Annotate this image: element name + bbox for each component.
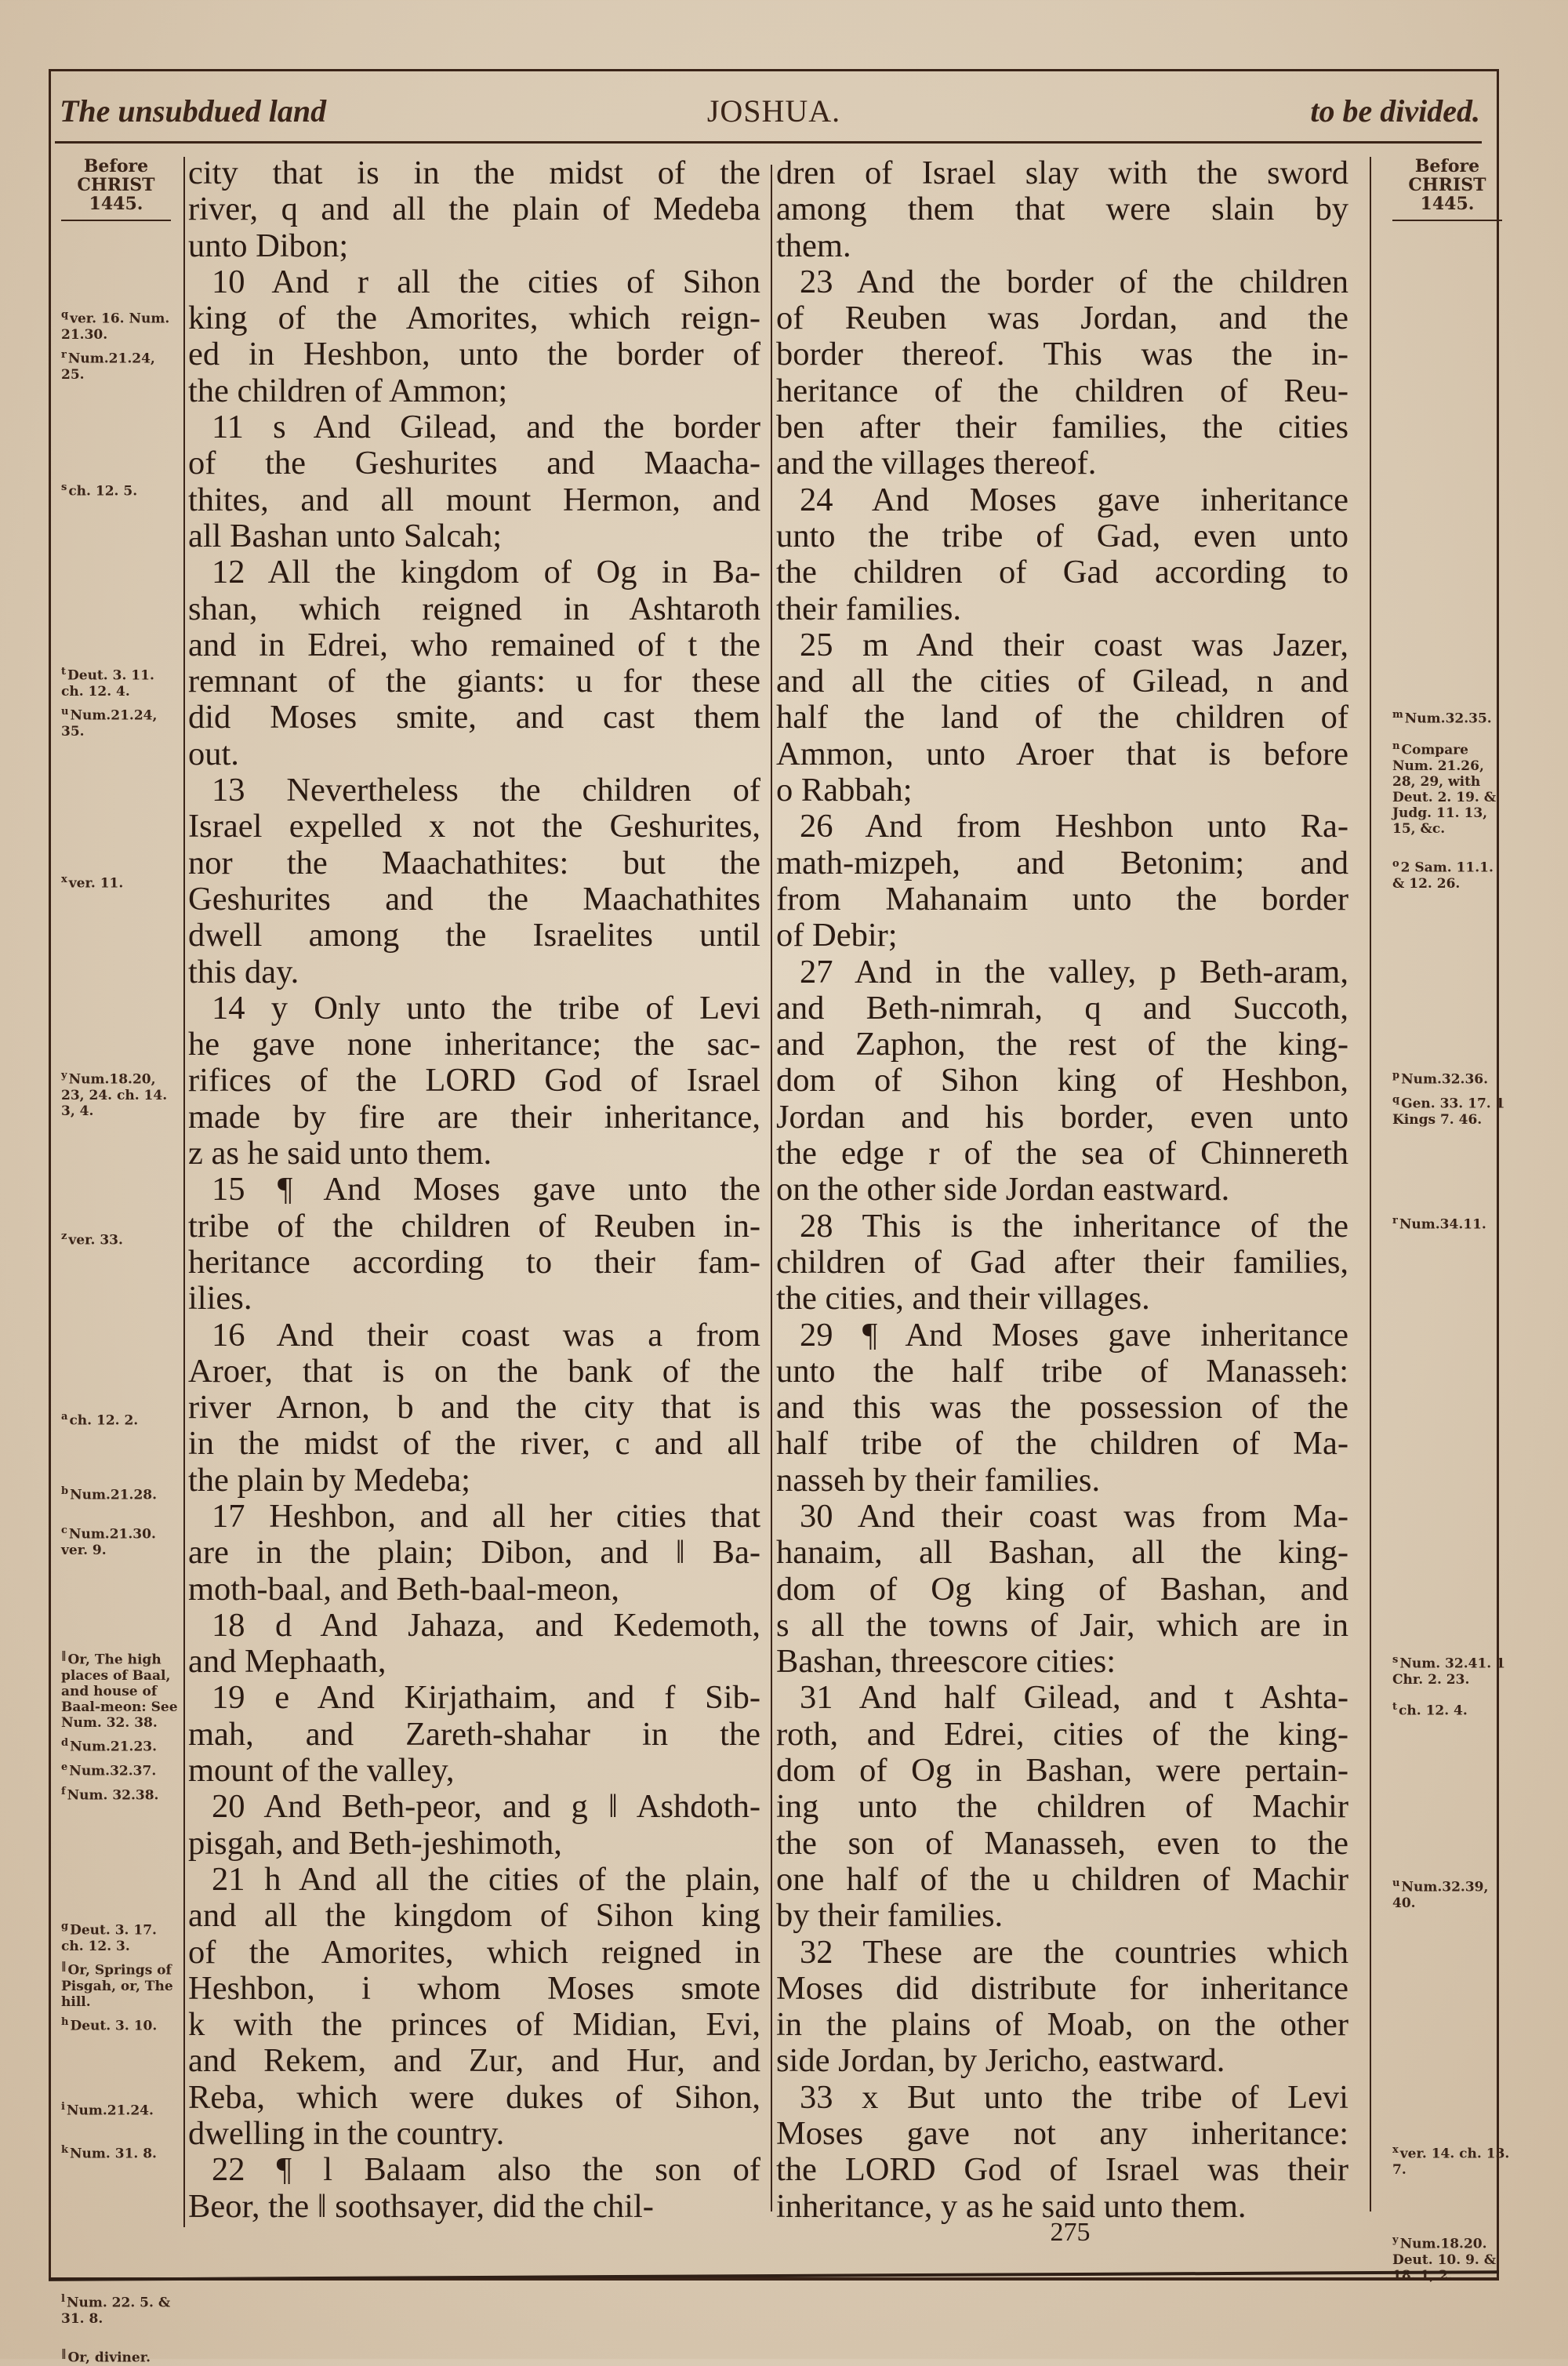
reference-text: 2 Sam. 11.1. & 12. 26. (1392, 860, 1494, 892)
verse-line: ing unto the children of Machir (776, 1789, 1348, 1826)
reference-mark: u (1392, 1877, 1400, 1889)
verse-line: 25 m And their coast was Jazer, (800, 627, 1348, 663)
reference-text: Num.32.35. (1404, 711, 1492, 727)
reference-text: Num.21.24, 35. (61, 707, 158, 740)
verse-line: ilies. (188, 1281, 252, 1317)
date-label-line: 1445. (89, 194, 143, 214)
date-label-line: 1445. (1420, 194, 1475, 214)
reference-mark: n (1392, 740, 1400, 752)
verse-line: and Beth-nimrah, q and Succoth, (776, 990, 1348, 1027)
verse-line: Ammon, unto Aroer that is before (776, 736, 1348, 772)
verse-line: of Reuben was Jordan, and the (776, 300, 1348, 337)
right-margin-references (1388, 156, 1513, 2284)
verse-line: are in the plain; Dibon, and ‖ Ba- (188, 1535, 760, 1572)
margin-reference (61, 1523, 179, 1558)
verse-line: Beor, the ‖ soothsayer, did the chil- (188, 2188, 654, 2225)
reference-mark: e (61, 1761, 68, 1773)
verse-line: the LORD God of Israel was their (776, 2152, 1348, 2189)
verse-line: the son of Manasseh, even to the (776, 1825, 1348, 1862)
margin-reference (61, 1229, 179, 1248)
verse-line: hanaim, all Bashan, all the king- (776, 1535, 1348, 1572)
reference-text: Deut. 3. 10. (70, 2018, 158, 2034)
reference-mark: a (61, 1411, 68, 1423)
verse-line: 15 ¶ And Moses gave unto the (212, 1172, 760, 1208)
verse-line: Reba, which were dukes of Sihon, (188, 2079, 760, 2116)
verse-line: and the villages thereof. (776, 445, 1097, 482)
verse-line: 32 These are the countries which (800, 1934, 1348, 1971)
margin-reference (61, 1735, 179, 1755)
verse-line: border thereof. This was the in- (776, 336, 1348, 373)
verse-line: dren of Israel slay with the sword (776, 155, 1348, 191)
verse-line: he gave none inheritance; the sac- (188, 1027, 760, 1063)
verse-line: 23 And the border of the children (800, 263, 1348, 300)
verse-line: and this was the possession of the (776, 1390, 1348, 1427)
margin-reference (61, 307, 179, 343)
reference-text: Num.21.30. ver. 9. (61, 1526, 156, 1558)
verse-line: Israel expelled x not the Geshurites, (188, 809, 760, 845)
reference-mark: f (61, 1786, 66, 1797)
verse-line: dom of Sihon king of Heshbon, (776, 1063, 1348, 1099)
reference-text: Num. 32.38. (67, 1787, 159, 1804)
verse-line: of the Geshurites and Maacha- (188, 445, 760, 482)
verse-line: mah, and Zareth-shahar in the (188, 1716, 760, 1753)
verse-line: river Arnon, b and the city that is (188, 1390, 760, 1427)
reference-text: Num.21.23. (70, 1739, 158, 1755)
verse-line: and Zaphon, the rest of the king- (776, 1027, 1348, 1063)
reference-mark: i (61, 2101, 65, 2113)
text-column-left (188, 155, 760, 2225)
verse-line: the edge r of the sea of Chinnereth (776, 1136, 1348, 1172)
reference-text: Num.21.28. (70, 1487, 158, 1503)
reference-text: Deut. 3. 17. ch. 12. 3. (61, 1922, 157, 1954)
verse-line: by their families. (776, 1898, 1004, 1935)
verse-line: dwelling in the country. (188, 2116, 505, 2153)
margin-reference (61, 872, 179, 892)
reference-text: Num.21.24, 25. (61, 351, 155, 383)
verse-line: their families. (776, 591, 962, 627)
reference-mark: m (1392, 709, 1403, 721)
reference-mark: b (61, 1485, 69, 1497)
date-label-line: CHRIST (1408, 175, 1486, 195)
verse-line: 12 All the kingdom of Og in Ba- (212, 554, 760, 591)
running-head (49, 78, 1499, 141)
verse-line: and in Edrei, who remained of t the (188, 627, 760, 663)
verse-line: 27 And in the valley, p Beth-aram, (800, 954, 1348, 990)
margin-reference (61, 2099, 179, 2119)
reference-mark: r (61, 349, 67, 361)
reference-text: Num.21.24. (66, 2103, 154, 2119)
verse-line: the children of Gad according to (776, 554, 1348, 591)
margin-reference (61, 2291, 179, 2327)
verse-line: and Mephaath, (188, 1644, 387, 1681)
column-rule-right (1370, 157, 1371, 2212)
reference-mark: ‖ (61, 1650, 67, 1662)
margin-reference (61, 664, 179, 700)
page-number: 275 (1050, 2218, 1091, 2247)
verse-line: 14 y Only unto the tribe of Levi (212, 990, 760, 1027)
verse-line: and all the cities of Gilead, n and (776, 663, 1348, 700)
verse-line: thites, and all mount Hermon, and (188, 482, 760, 518)
verse-line: of Debir; (776, 918, 898, 954)
reference-text: ch. 12. 5. (68, 483, 138, 500)
text-column-right (776, 155, 1348, 2225)
verse-line: mount of the valley, (188, 1753, 455, 1790)
column-rule-center (771, 165, 772, 2212)
reference-text: ver. 14. ch. 13. 7. (1392, 2146, 1510, 2178)
verse-line: Moses did distribute for inheritance (776, 1970, 1348, 2007)
reference-text: Or, Springs of Pisgah, or, The hill. (61, 1962, 173, 2010)
verse-line: 20 And Beth-peor, and g ‖ Ashdoth- (212, 1789, 760, 1826)
reference-text: Num. 31. 8. (70, 2146, 157, 2162)
reference-mark: ‖ (61, 1961, 67, 1972)
reference-mark: r (1392, 1215, 1398, 1227)
verse-line: 33 x But unto the tribe of Levi (800, 2079, 1348, 2116)
margin-reference (61, 2346, 179, 2366)
verse-line: them. (776, 227, 851, 264)
margin-reference (61, 480, 179, 500)
verse-line: dom of Og in Bashan, were pertain- (776, 1753, 1348, 1790)
date-label-right (1392, 157, 1502, 221)
verse-line: on the other side Jordan eastward. (776, 1172, 1230, 1208)
reference-mark: x (1392, 2144, 1399, 2156)
margin-reference (61, 1919, 179, 1954)
reference-mark: t (61, 666, 67, 678)
verse-line: Bashan, threescore cities: (776, 1644, 1116, 1681)
verse-line: 18 d And Jahaza, and Kedemoth, (212, 1607, 760, 1644)
verse-line: inheritance, y as he said unto them. (776, 2188, 1247, 2225)
margin-reference (1392, 707, 1510, 727)
verse-line: of the Amorites, which reigned in (188, 1934, 760, 1971)
verse-line: this day. (188, 954, 299, 990)
reference-text: Gen. 33. 17. 1 Kings 7. 46. (1392, 1096, 1505, 1128)
date-label-line: Before (1414, 156, 1480, 176)
reference-mark: y (61, 1070, 67, 1081)
reference-text: Num.34.11. (1399, 1216, 1486, 1233)
margin-reference (61, 347, 179, 383)
verse-line: side Jordan, by Jericho, eastward. (776, 2043, 1225, 2080)
verse-line: from Mahanaim unto the border (776, 881, 1348, 918)
reference-mark: x (61, 874, 67, 885)
verse-line: half tribe of the children of Ma- (776, 1426, 1348, 1463)
book-title: JOSHUA. (706, 93, 841, 129)
verse-line: s all the towns of Jair, which are in (776, 1607, 1348, 1644)
reference-text: Num.32.36. (1401, 1071, 1489, 1088)
verse-line: tribe of the children of Reuben in- (188, 1208, 760, 1245)
reference-mark: ‖ (61, 2348, 67, 2360)
verse-line: nor the Maachathites: but the (188, 845, 760, 881)
column-rule-left (183, 157, 185, 2227)
verse-line: Heshbon, i whom Moses smote (188, 1970, 760, 2007)
verse-line: 29 ¶ And Moses gave inheritance (800, 1317, 1348, 1354)
margin-reference (61, 1760, 179, 1779)
reference-text: Num. 32.41. 1 Chr. 2. 23. (1392, 1655, 1505, 1688)
verse-line: 26 And from Heshbon unto Ra- (800, 809, 1348, 845)
reference-mark: o (1392, 858, 1399, 870)
reference-text: ch. 12. 4. (1399, 1703, 1468, 1719)
verse-line: among them that were slain by (776, 191, 1348, 228)
reference-mark: l (61, 2293, 65, 2305)
margin-reference (61, 1959, 179, 2010)
verse-line: and Rekem, and Zur, and Hur, and (188, 2043, 760, 2080)
margin-reference (61, 1784, 179, 1804)
verse-line: Moses gave not any inheritance: (776, 2116, 1348, 2153)
reference-text: ver. 16. Num. 21.30. (61, 311, 170, 343)
reference-mark: t (1392, 1701, 1398, 1713)
date-label-line: CHRIST (77, 175, 155, 195)
margin-reference (1392, 1876, 1510, 1911)
left-margin-references (56, 156, 182, 2366)
header-rule (55, 141, 1482, 144)
verse-line: ben after their families, the cities (776, 409, 1348, 446)
reference-mark: u (61, 706, 69, 718)
verse-line: rifices of the LORD God of Israel (188, 1063, 760, 1099)
verse-line: in the plains of Moab, on the other (776, 2007, 1348, 2044)
verse-line: 21 h And all the cities of the plain, (212, 1861, 760, 1898)
reference-text: Num.18.20. Deut. 10. 9. & 18. 1, 2. (1392, 2236, 1497, 2284)
running-head-left: The unsubdued land (60, 93, 327, 129)
margin-reference (1392, 1068, 1510, 1088)
verse-line: Geshurites and the Maachathites (188, 881, 760, 918)
margin-reference (61, 1484, 179, 1503)
verse-line: moth-baal, and Beth-baal-meon, (188, 1571, 619, 1608)
running-head-right: to be divided. (1310, 93, 1480, 129)
verse-line: Aroer, that is on the bank of the (188, 1353, 760, 1390)
reference-text: Num. 22. 5. & 31. 8. (61, 2295, 171, 2327)
verse-line: 10 And r all the cities of Sihon (212, 263, 760, 300)
verse-line: out. (188, 736, 239, 772)
verse-line: one half of the u children of Machir (776, 1861, 1348, 1898)
margin-reference (61, 704, 179, 740)
reference-text: Num.18.20, 23, 24. ch. 14. 3, 4. (61, 1071, 168, 1119)
margin-reference (1392, 1652, 1510, 1688)
date-label-left (61, 157, 171, 221)
reference-text: Num.32.37. (69, 1763, 157, 1779)
verse-line: Jordan and his border, even unto (776, 1099, 1348, 1136)
verse-line: all Bashan unto Salcah; (188, 518, 503, 554)
reference-mark: q (1392, 1094, 1400, 1106)
verse-line: dwell among the Israelites until (188, 918, 760, 954)
verse-line: 11 s And Gilead, and the border (212, 409, 760, 446)
margin-reference (61, 1648, 179, 1731)
verse-line: in the midst of the river, c and all (188, 1426, 760, 1463)
verse-line: river, q and all the plain of Medeba (188, 191, 760, 228)
margin-reference (1392, 739, 1510, 837)
verse-line: remnant of the giants: u for these (188, 663, 760, 700)
verse-line: roth, and Edrei, cities of the king- (776, 1716, 1348, 1753)
reference-mark: d (61, 1737, 69, 1749)
reference-mark: q (61, 309, 69, 321)
verse-line: 16 And their coast was a from (212, 1317, 760, 1354)
verse-line: 17 Heshbon, and all her cities that (212, 1498, 760, 1535)
verse-line: unto the half tribe of Manasseh: (776, 1353, 1348, 1390)
verse-line: pisgah, and Beth-jeshimoth, (188, 1825, 562, 1862)
verse-line: z as he said unto them. (188, 1136, 492, 1172)
margin-reference (61, 2142, 179, 2162)
reference-mark: g (61, 1921, 69, 1932)
reference-text: Or, The high places of Baal, and house of Baal-meon: See Num. 32. 38. (61, 1652, 178, 1731)
verse-line: 13 Nevertheless the children of (212, 772, 760, 809)
reference-mark: p (1392, 1070, 1400, 1081)
verse-line: heritance according to their fam- (188, 1244, 760, 1281)
reference-mark: y (1392, 2234, 1399, 2246)
verse-line: 30 And their coast was from Ma- (800, 1498, 1348, 1535)
reference-mark: h (61, 2016, 69, 2028)
verse-line: and all the kingdom of Sihon king (188, 1898, 760, 1935)
verse-line: the plain by Medeba; (188, 1462, 470, 1499)
verse-line: 19 e And Kirjathaim, and f Sib- (212, 1680, 760, 1717)
verse-line: 22 ¶ l Balaam also the son of (212, 2152, 760, 2189)
verse-line: 24 And Moses gave inheritance (800, 482, 1348, 518)
verse-line: the cities, and their villages. (776, 1281, 1150, 1317)
margin-reference (61, 1068, 179, 1119)
verse-line: dom of Og king of Bashan, and (776, 1571, 1348, 1608)
verse-line: ed in Heshbon, unto the border of (188, 336, 760, 373)
verse-line: k with the princes of Midian, Evi, (188, 2007, 760, 2044)
verse-line: 28 This is the inheritance of the (800, 1208, 1348, 1245)
margin-reference (1392, 1092, 1510, 1128)
reference-text: ver. 33. (68, 1232, 123, 1248)
verse-line: king of the Amorites, which reign- (188, 300, 760, 337)
reference-text: ch. 12. 2. (69, 1412, 139, 1429)
margin-reference (1392, 2233, 1510, 2284)
verse-line: the children of Ammon; (188, 373, 508, 409)
margin-reference (1392, 1213, 1510, 1233)
verse-line: made by fire are their inheritance, (188, 1099, 760, 1136)
verse-line: 31 And half Gilead, and t Ashta- (800, 1680, 1348, 1717)
margin-reference (61, 2015, 179, 2034)
verse-line: unto Dibon; (188, 227, 349, 264)
verse-line: half the land of the children of (776, 700, 1348, 736)
verse-line: unto the tribe of Gad, even unto (776, 518, 1348, 554)
reference-text: Deut. 3. 11. ch. 12. 4. (61, 667, 154, 700)
reference-mark: s (61, 482, 67, 493)
verse-line: shan, which reigned in Ashtaroth (188, 591, 760, 627)
reference-text: ver. 11. (68, 875, 124, 892)
margin-reference (1392, 1699, 1510, 1719)
verse-line: city that is in the midst of the (188, 155, 760, 191)
reference-mark: k (61, 2144, 69, 2156)
margin-reference (1392, 2142, 1510, 2178)
reference-text: Compare Num. 21.26, 28, 29, with Deut. 2. 19. & Judg. 11. 13, 15, &c. (1392, 742, 1497, 837)
reference-text: Or, diviner. (67, 2350, 151, 2366)
reference-text: Num.32.39, 40. (1392, 1879, 1489, 1911)
date-label-line: Before (83, 156, 149, 176)
reference-mark: s (1392, 1654, 1399, 1666)
verse-line: did Moses smite, and cast them (188, 700, 760, 736)
reference-mark: z (61, 1230, 67, 1242)
margin-reference (61, 1409, 179, 1429)
margin-reference (1392, 856, 1510, 892)
reference-mark: c (61, 1525, 67, 1536)
verse-line: children of Gad after their families, (776, 1244, 1348, 1281)
verse-line: heritance of the children of Reu- (776, 373, 1348, 409)
verse-line: math-mizpeh, and Betonim; and (776, 845, 1348, 881)
verse-line: o Rabbah; (776, 772, 913, 809)
verse-line: nasseh by their families. (776, 1462, 1101, 1499)
